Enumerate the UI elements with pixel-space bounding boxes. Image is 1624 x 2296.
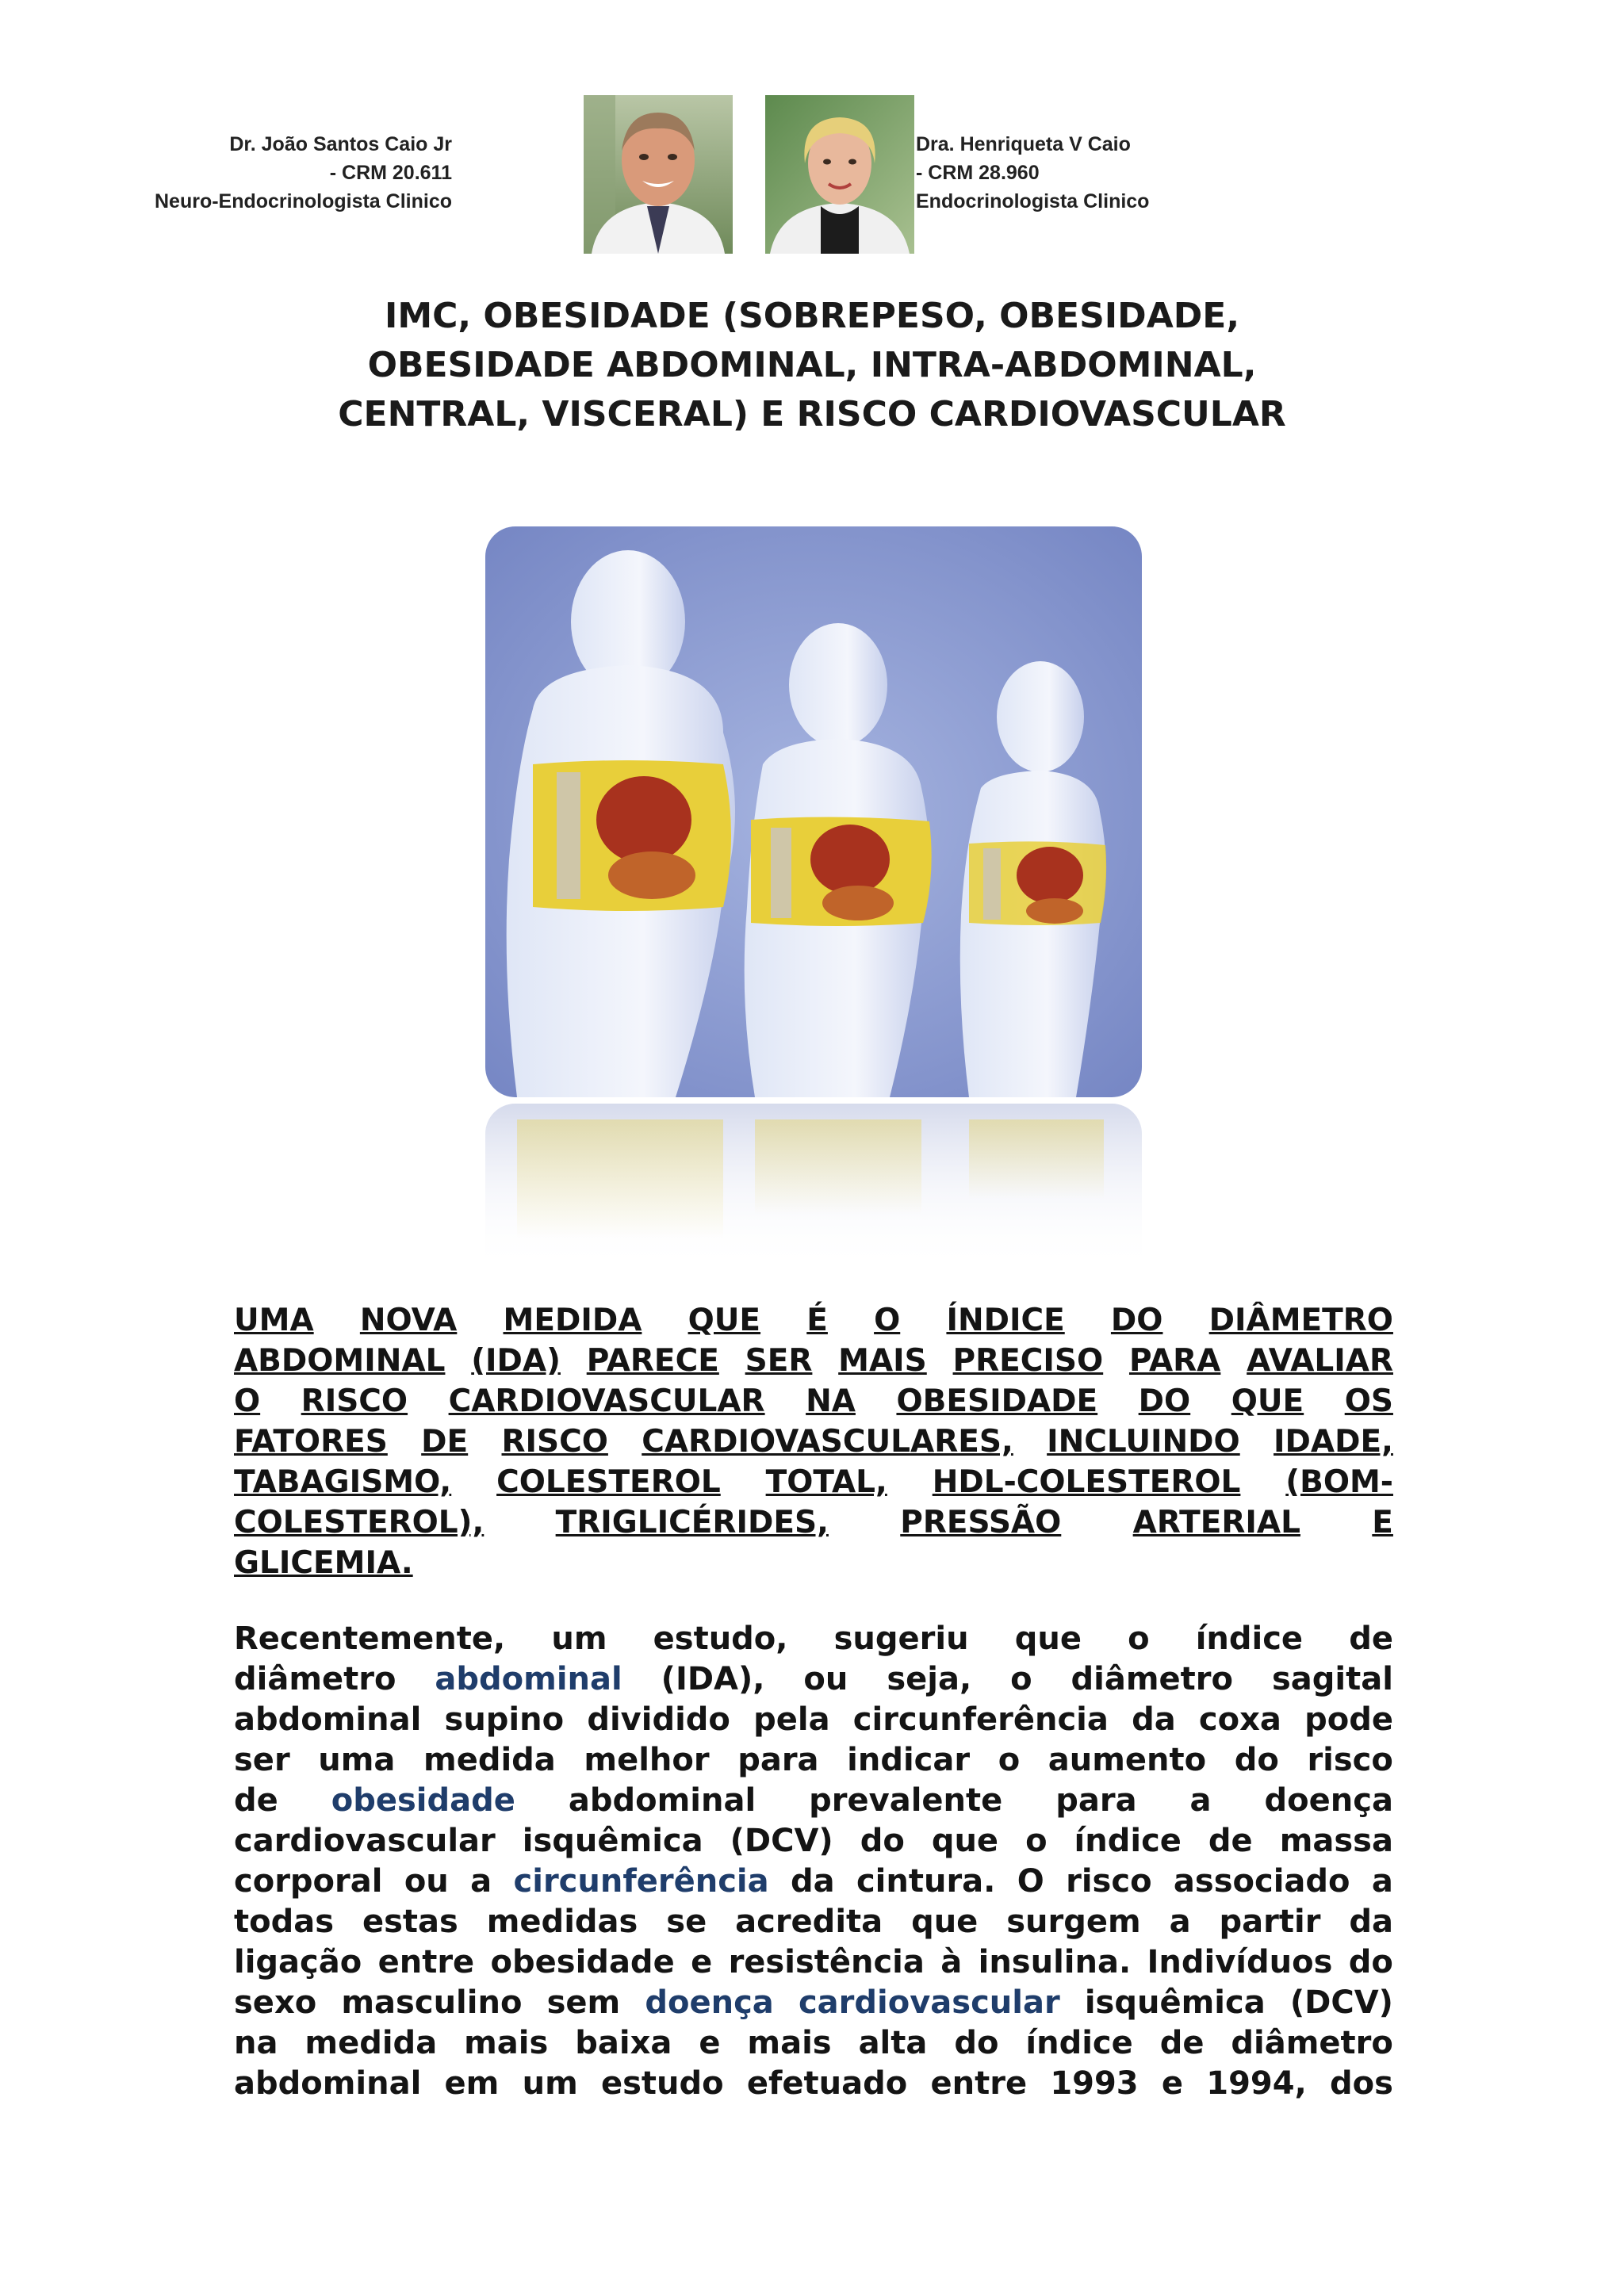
body-line [234,1983,1393,2023]
word: partir [1219,1904,1321,1940]
word: MAIS [838,1343,927,1379]
word: RISCO [501,1424,608,1460]
word: de [234,1782,278,1819]
word: COLESTEROL [496,1464,721,1500]
word: ABDOMINAL [234,1343,446,1379]
word: o [1010,1661,1032,1697]
word: sagital [1271,1661,1393,1697]
subtitle-line [234,1502,1393,1543]
keyword-link[interactable]: abdominal [435,1661,622,1697]
word: um [551,1621,607,1657]
word: estudo [600,2065,724,2102]
word: a [1169,1904,1191,1940]
title-line: CENTRAL, VISCERAL) E RISCO CARDIOVASCULAR [338,394,1286,434]
body-paragraph [234,1619,1393,2104]
word: abdominal [234,2065,422,2102]
word: O [234,1383,261,1419]
highlight-statement [234,1300,1393,1583]
word: O [1017,1863,1044,1900]
doctor-right-name: Dra. Henriqueta V Caio [916,133,1131,155]
word: melhor [584,1742,710,1778]
word: TOTAL, [765,1464,887,1500]
word: o [1025,1823,1048,1859]
subtitle-line [234,1341,1393,1381]
word: de [1349,1621,1393,1657]
word: medidas [486,1904,638,1940]
word: PRESSÃO [900,1505,1062,1540]
word: CARDIOVASCULAR [448,1383,765,1419]
word: DIÂMETRO [1208,1303,1393,1338]
word: a [1371,1863,1393,1900]
word: efetuado [746,2065,908,2102]
word: pela [753,1701,830,1738]
body-line [234,1862,1393,1902]
word: que [931,1823,999,1859]
subtitle-line [234,1462,1393,1502]
body-line [234,1659,1393,1700]
word: isquêmica [522,1823,703,1859]
word: de [1208,1823,1253,1859]
doctor-right-photo [765,95,914,254]
title-line: OBESIDADE ABDOMINAL, INTRA-ABDOMINAL, [367,345,1257,385]
word: ou [404,1863,449,1900]
word: (DCV) [730,1823,833,1859]
word: e [699,2025,721,2061]
body-line [234,1619,1393,1659]
word: índice [1025,2025,1133,2061]
word: UMA [234,1303,314,1338]
keyword-link[interactable]: obesidade [331,1782,515,1819]
word: acredita [735,1904,883,1940]
doctor-left-specialty: Neuro-Endocrinologista Clinico [154,190,452,212]
word: masculino [341,1984,523,2021]
word: para [737,1742,819,1778]
word: ÍNDICE [946,1303,1065,1338]
word: ou [803,1661,848,1697]
word: resistência [728,1944,925,1980]
doctor-right-info [916,130,1249,216]
word: aumento [1048,1742,1207,1778]
word: que [911,1904,979,1940]
subtitle-line [234,1422,1393,1462]
word: se [666,1904,707,1940]
keyword-link[interactable]: circunferência [513,1863,769,1900]
word: DE [421,1424,469,1460]
word: do [1348,1944,1393,1980]
word: e [691,1944,713,1980]
body-line [234,1781,1393,1821]
word: associado [1173,1863,1350,1900]
word: massa [1279,1823,1393,1859]
word: do [1234,1742,1279,1778]
word: a [1189,1782,1212,1819]
word: abdominal [234,1701,422,1738]
word: cintura. [856,1863,996,1900]
word: OS [1344,1383,1393,1419]
word: isquêmica [1084,1984,1266,2021]
word: supino [444,1701,565,1738]
word: OBESIDADE [896,1383,1098,1419]
word: PARA [1128,1343,1221,1379]
word: do [954,2025,999,2061]
word: da [1132,1701,1176,1738]
word: medida [304,2025,438,2061]
word: o [1128,1621,1150,1657]
word: da [790,1863,835,1900]
word: ser [234,1742,290,1778]
doctor-left-crm: - CRM 20.611 [329,162,452,184]
word: sexo [234,1984,317,2021]
word: 1993 [1050,2065,1139,2102]
word: estas [362,1904,458,1940]
body-line [234,2023,1393,2064]
body-line [234,1902,1393,1942]
word: NOVA [359,1303,458,1338]
word: diâmetro [234,1661,396,1697]
word: à [940,1944,963,1980]
title-line: IMC, OBESIDADE (SOBREPESO, OBESIDADE, [384,296,1240,336]
subtitle-line [234,1381,1393,1422]
word: FATORES [234,1424,388,1460]
word: É [806,1303,828,1338]
word: alta [858,2025,928,2061]
word: mais [464,2025,549,2061]
word: DO [1110,1303,1163,1338]
word: indicar [847,1742,971,1778]
word: TABAGISMO, [234,1464,452,1500]
word: PRECISO [952,1343,1104,1379]
word: corporal [234,1863,383,1900]
word: obesidade [490,1944,675,1980]
word: Recentemente, [234,1621,506,1657]
word: risco [1307,1742,1393,1778]
word: insulina. [978,1944,1132,1980]
word: TRIGLICÉRIDES, [555,1505,829,1540]
word: em [444,2065,500,2102]
word: entre [377,1944,475,1980]
doctor-right-specialty: Endocrinologista Clinico [916,190,1150,212]
word: índice [1074,1823,1182,1859]
word: cardiovascular [234,1823,496,1859]
word: dividido [587,1701,730,1738]
word: um [522,2065,578,2102]
word: MEDIDA [503,1303,642,1338]
word: NA [806,1383,856,1419]
word: 1994, [1206,2065,1307,2102]
word: dos [1330,2065,1393,2102]
illustration-reflection [485,1104,1142,1270]
doctor-left-photo [584,95,733,254]
word: O [874,1303,901,1338]
word: (IDA), [661,1661,765,1697]
word: DO [1138,1383,1191,1419]
word: coxa [1198,1701,1281,1738]
body-line [234,1740,1393,1781]
word: PARECE [586,1343,719,1379]
keyword-link[interactable]: cardiovascular [798,1984,1060,2021]
page-title [127,292,1497,439]
word: COLESTEROL), [234,1505,485,1540]
word: sem [546,1984,621,2021]
word: HDL-COLESTEROL [932,1464,1241,1500]
word: GLICEMIA. [234,1545,413,1581]
doctors-header [154,94,1245,256]
body-line [234,2064,1393,2104]
word: surgem [1006,1904,1141,1940]
body-line [234,1700,1393,1740]
word: (BOM- [1285,1464,1393,1500]
word: índice [1195,1621,1304,1657]
word: que [1014,1621,1082,1657]
word: prevalente [809,1782,1003,1819]
word: estudo, [653,1621,788,1657]
word: circunferência [852,1701,1109,1738]
word: QUE [688,1303,761,1338]
doctor-left-name: Dr. João Santos Caio Jr [229,133,452,155]
word: risco [1066,1863,1152,1900]
word: mais [747,2025,832,2061]
word: na [234,2025,278,2061]
body-line [234,1821,1393,1862]
word: a [470,1863,492,1900]
word: o [998,1742,1021,1778]
word: ligação [234,1944,362,1980]
word: do [860,1823,905,1859]
word: doença [1264,1782,1393,1819]
word: (IDA) [471,1343,561,1379]
word: de [1159,2025,1205,2061]
word: QUE [1231,1383,1304,1419]
word: todas [234,1904,335,1940]
word: CARDIOVASCULARES, [642,1424,1013,1460]
word: diâmetro [1231,2025,1393,2061]
word: E [1372,1505,1393,1540]
word: RISCO [301,1383,408,1419]
word: pode [1304,1701,1393,1738]
obesity-abdominal-fat-illustration [485,526,1142,1097]
word: entre [930,2065,1028,2102]
word: baixa [575,2025,672,2061]
doctor-left-info [119,130,452,216]
word: ARTERIAL [1132,1505,1300,1540]
word: sugeriu [833,1621,969,1657]
subtitle-line [234,1543,1393,1583]
word: e [1161,2065,1184,2102]
word: da [1349,1904,1393,1940]
keyword-link[interactable]: doença [645,1984,774,2021]
word: uma [318,1742,396,1778]
word: IDADE, [1274,1424,1393,1460]
word: AVALIAR [1247,1343,1393,1379]
word: medida [423,1742,556,1778]
word: INCLUINDO [1047,1424,1240,1460]
word: seja, [887,1661,972,1697]
doctor-right-crm: - CRM 28.960 [916,162,1040,184]
subtitle-line [234,1300,1393,1341]
body-line [234,1942,1393,1983]
word: diâmetro [1071,1661,1234,1697]
word: para [1055,1782,1137,1819]
word: SER [745,1343,813,1379]
word: (DCV) [1289,1984,1393,2021]
word: abdominal [568,1782,756,1819]
word: Indivíduos [1147,1944,1333,1980]
